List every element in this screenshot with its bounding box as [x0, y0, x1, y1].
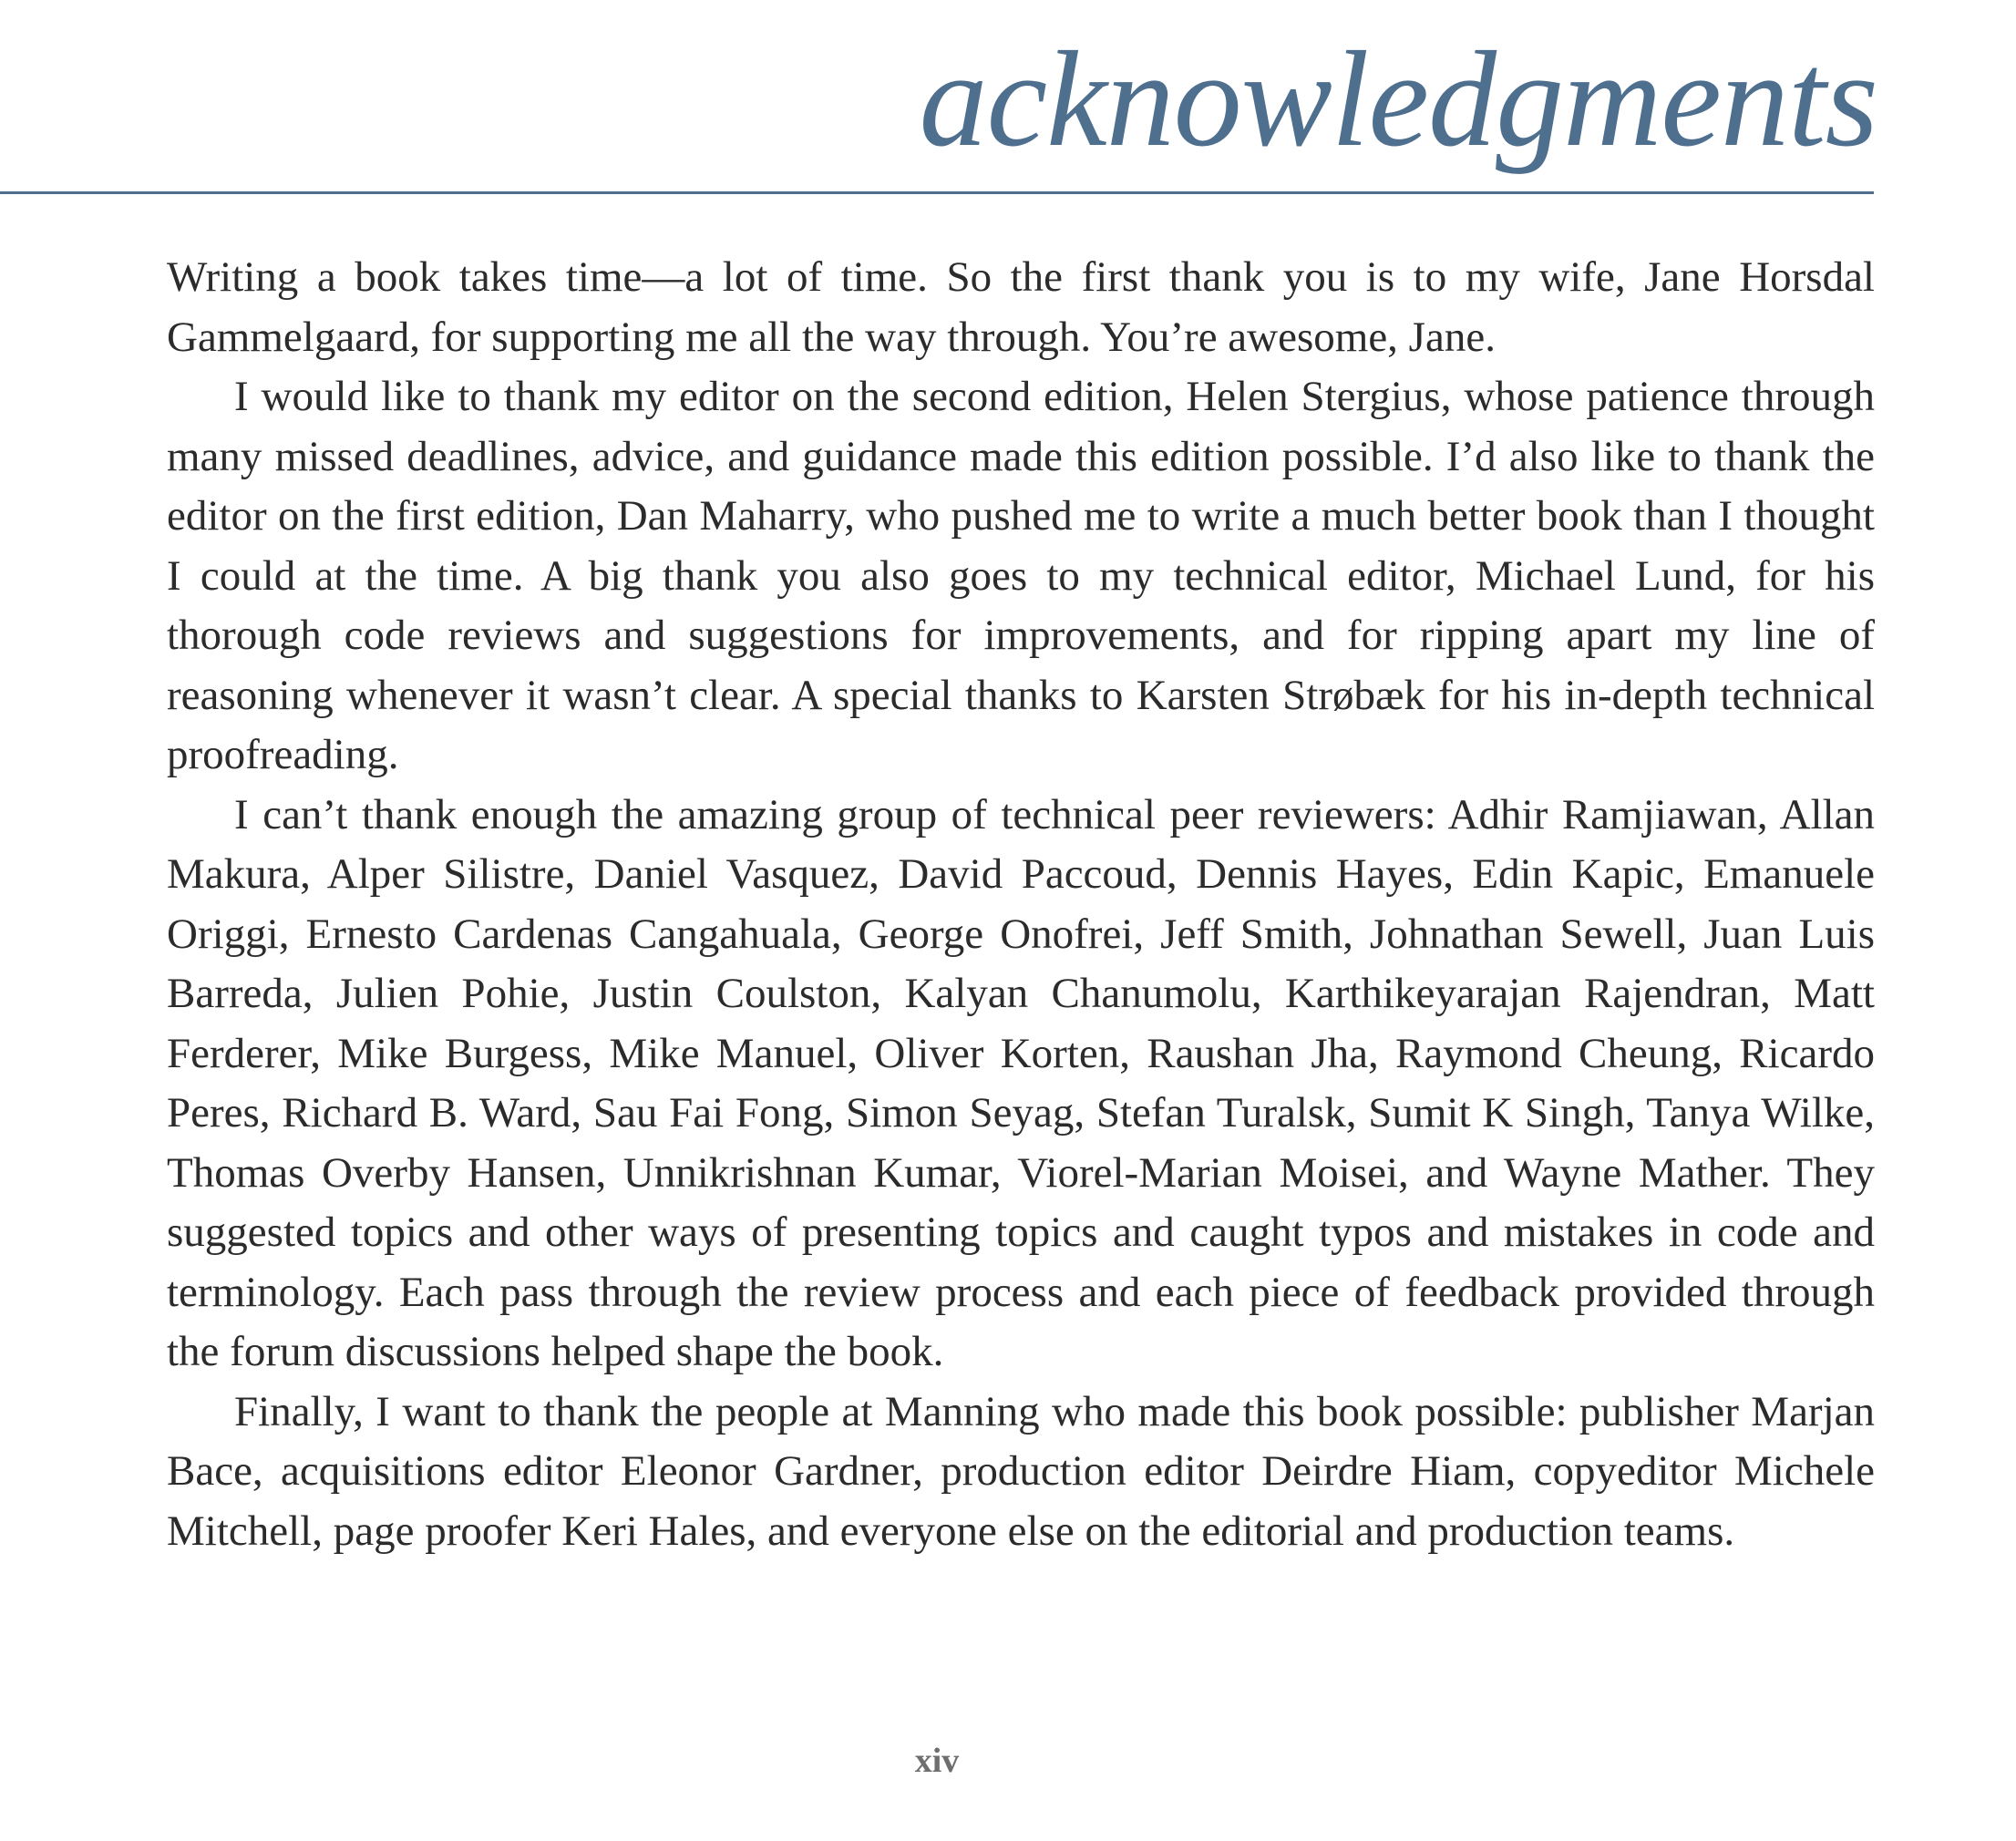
- paragraph-2: I would like to thank my editor on the second edition, Helen Stergius, whose patience through many missed deadlines, advice, and guidance made this edition possible. I’d also like to thank the editor on the first edition, Dan Maharry, who pushed me to write a much better book than I thought I could at the time. A big thank you also goes to my technical editor, Michael Lund, for his thorough code reviews and suggestions for improvements, and for ripping apart my line of reasoning whenever it wasn’t clear. A special thanks to Karsten Strøbæk for his in-depth technical proofreading.: [167, 373, 1875, 778]
- paragraph-1: Writing a book takes time—a lot of time. So the first thank you is to my wife, Jane Horsdal Gammelgaard, for supporting me all the way through. You’re awesome, Jane.: [167, 253, 1875, 361]
- acknowledgments-body: [167, 248, 1875, 1561]
- paragraph-3: I can’t thank enough the amazing group of technical peer reviewers: Adhir Ramjiawan, Allan Makura, Alper Silistre, Daniel Vasquez, David Paccoud, Dennis Hayes, Edin Kapic, Emanuele Origgi, Ernesto Cardenas Cangahuala, George Onofrei, Jeff Smith, Johnathan Sewell, Juan Luis Barreda, Julien Pohie, Justin Coulston, Kalyan Chanumolu, Karthikeyarajan Rajendran, Matt Ferderer, Mike Burgess, Mike Manuel, Oliver Korten, Raushan Jha, Raymond Cheung, Ricardo Peres, Richard B. Ward, Sau Fai Fong, Simon Seyag, Stefan Turalsk, Sumit K Singh, Tanya Wilke, Thomas Overby Hansen, Unnikrishnan Kumar, Viorel-Marian Moisei, and Wayne Mather. They suggested topics and other ways of presenting topics and caught typos and mistakes in code and terminology. Each pass through the review process and each piece of feedback provided through the forum discussions helped shape the book.: [167, 790, 1875, 1375]
- page-number: xiv: [914, 1742, 960, 1780]
- paragraph-4: Finally, I want to thank the people at Manning who made this book possible: publisher Marjan Bace, acquisitions editor Eleonor Gardner, production editor Deirdre Hiam, copyeditor Michele Mitchell, page proofer Keri Hales, and everyone else on the editorial and production teams.: [167, 1387, 1875, 1555]
- chapter-title: acknowledgments: [919, 24, 1877, 175]
- title-rule: [0, 191, 1874, 194]
